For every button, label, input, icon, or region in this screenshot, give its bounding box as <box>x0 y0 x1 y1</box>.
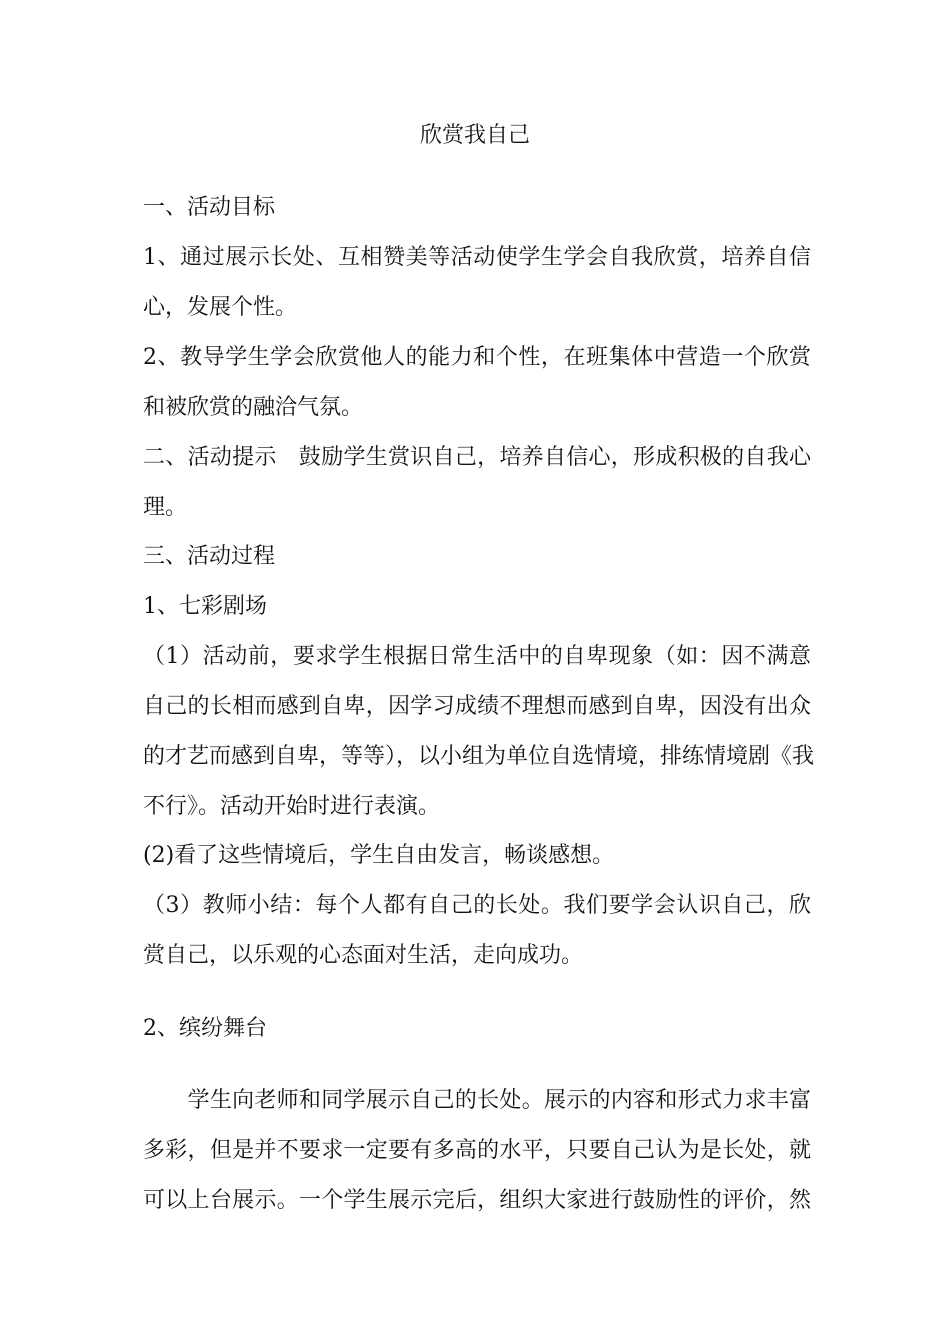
paragraph-line: （1）活动前，要求学生根据日常生活中的自卑现象（如：因不满意 <box>143 644 811 669</box>
paragraph-line: 自己的长相而感到自卑，因学习成绩不理想而感到自卑，因没有出众 <box>143 694 811 719</box>
paragraph-line: 1、通过展示长处、互相赞美等活动使学生学会自我欣赏，培养自信 <box>143 245 811 270</box>
paragraph-line: (2)看了这些情境后，学生自由发言，畅谈感想。 <box>143 843 615 868</box>
paragraph-line: 赏自己，以乐观的心态面对生活，走向成功。 <box>143 943 584 968</box>
section-heading-process: 三、活动过程 <box>143 544 276 569</box>
subsection-heading-theater: 1、七彩剧场 <box>143 594 267 619</box>
paragraph-line: 和被欣赏的融洽气氛。 <box>143 395 364 420</box>
paragraph-line: 理。 <box>143 495 188 520</box>
paragraph-line: 心，发展个性。 <box>143 295 298 320</box>
paragraph-line: 不行》。活动开始时进行表演。 <box>143 794 441 819</box>
section-heading-tips: 二、活动提示 鼓励学生赏识自己，培养自信心，形成积极的自我心 <box>143 445 811 470</box>
paragraph-line: 的才艺而感到自卑，等等），以小组为单位自选情境，排练情境剧《我 <box>143 744 815 769</box>
subsection-heading-stage: 2、缤纷舞台 <box>143 1016 267 1041</box>
paragraph-line: 2、教导学生学会欣赏他人的能力和个性，在班集体中营造一个欣赏 <box>143 345 811 370</box>
paragraph-line: 学生向老师和同学展示自己的长处。展示的内容和形式力求丰富 <box>143 1088 811 1113</box>
section-heading-goals: 一、活动目标 <box>143 195 276 220</box>
paragraph-line: 可以上台展示。一个学生展示完后，组织大家进行鼓励性的评价，然 <box>143 1188 811 1213</box>
paragraph-line: （3）教师小结：每个人都有自己的长处。我们要学会认识自己，欣 <box>143 893 811 918</box>
document-title: 欣赏我自己 <box>419 123 530 148</box>
paragraph-line: 多彩，但是并不要求一定要有多高的水平，只要自己认为是长处，就 <box>143 1138 811 1163</box>
